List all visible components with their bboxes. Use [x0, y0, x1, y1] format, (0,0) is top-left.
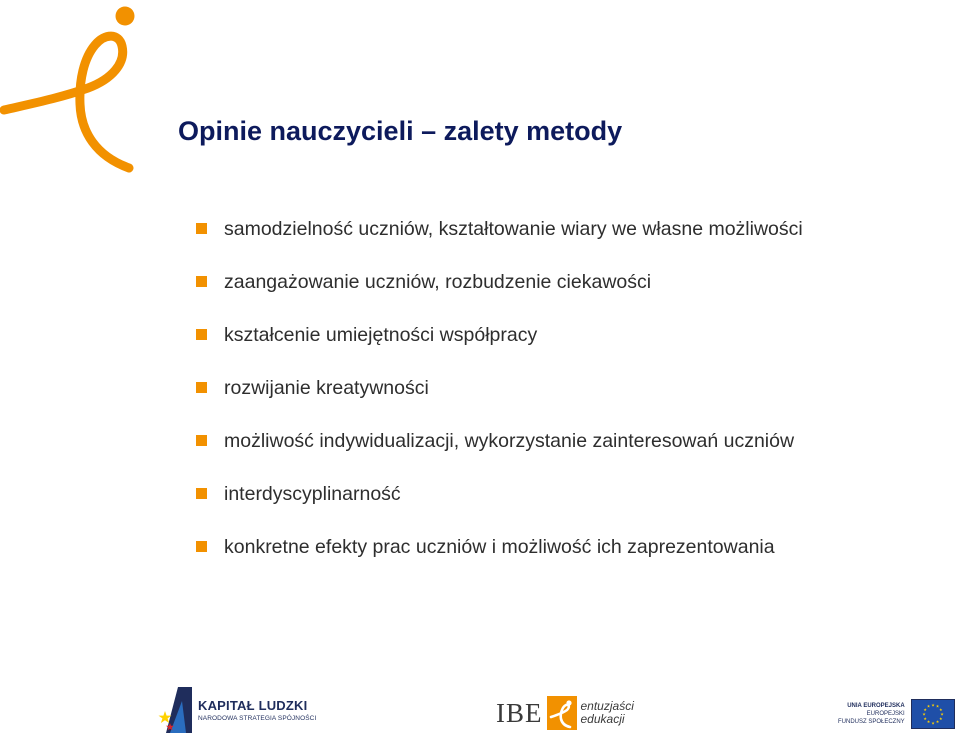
- eu-star-icon: ★: [930, 702, 935, 708]
- orange-square-bullet-icon: [196, 435, 207, 446]
- eu-star-icon: ★: [926, 703, 930, 709]
- orange-square-bullet-icon: [196, 276, 207, 287]
- list-item-text: możliwość indywidualizacji, wykorzystanie zainteresowań uczniów: [224, 430, 795, 452]
- ibe-name: IBE: [496, 697, 543, 728]
- eu-star-icon: ★: [930, 720, 935, 726]
- eu-star-icon: ★: [938, 706, 943, 712]
- orange-square-bullet-icon: [196, 488, 207, 499]
- list-item-text: samodzielność uczniów, kształtowanie wiary we własne możliwości: [224, 218, 803, 240]
- kapital-ludzki-logo: [158, 687, 316, 733]
- list-item: [196, 428, 803, 481]
- ibe-tagline-line1: entuzjaści: [580, 699, 634, 713]
- ibe-logo: [496, 695, 634, 731]
- eu-line3: FUNDUSZ SPOŁECZNY: [838, 719, 905, 725]
- orange-square-bullet-icon: [196, 223, 207, 234]
- kapital-ludzki-emblem-icon: [158, 687, 192, 733]
- list-item: [196, 375, 803, 428]
- list-item-text: zaangażowanie uczniów, rozbudzenie ciekawości: [224, 271, 652, 293]
- list-item: [196, 481, 803, 534]
- kapital-ludzki-title: KAPITAŁ LUDZKI: [198, 698, 308, 713]
- ibe-orange-e-icon: [547, 696, 577, 730]
- orange-square-bullet-icon: [196, 541, 207, 552]
- kapital-ludzki-subtitle: NARODOWA STRATEGIA SPÓJNOŚCI: [198, 715, 317, 722]
- eu-flag-icon: [911, 699, 955, 729]
- orange-e-ribbon-icon: [0, 0, 150, 180]
- eu-logo: [838, 697, 955, 731]
- eu-star-icon: ★: [935, 719, 939, 725]
- eu-star-icon: ★: [935, 703, 939, 709]
- list-item-text: interdyscyplinarność: [224, 483, 401, 505]
- orange-square-bullet-icon: [196, 382, 207, 393]
- slide-title: Opinie nauczycieli – zalety metody: [178, 116, 623, 146]
- eu-star-icon: ★: [923, 715, 927, 721]
- eu-star-icon: ★: [938, 715, 943, 721]
- list-item-text: rozwijanie kreatywności: [224, 377, 429, 399]
- list-item-text: kształcenie umiejętności współpracy: [224, 324, 538, 346]
- eu-star-icon: ★: [939, 711, 944, 717]
- bullet-list: [196, 216, 803, 587]
- list-item: [196, 322, 803, 375]
- orange-square-bullet-icon: [196, 329, 207, 340]
- eu-star-icon: ★: [926, 719, 930, 725]
- list-item: [196, 216, 803, 269]
- eu-star-icon: ★: [921, 711, 926, 717]
- eu-line1: UNIA EUROPEJSKA: [847, 703, 905, 709]
- ibe-tagline-line2: edukacji: [580, 712, 625, 726]
- list-item: [196, 269, 803, 322]
- eu-star-icon: ★: [923, 706, 927, 712]
- footer-logos: [0, 671, 959, 741]
- list-item-text: konkretne efekty prac uczniów i możliwość ich zaprezentowania: [224, 536, 775, 558]
- list-item: [196, 534, 803, 587]
- eu-line2: EUROPEJSKI: [866, 711, 905, 717]
